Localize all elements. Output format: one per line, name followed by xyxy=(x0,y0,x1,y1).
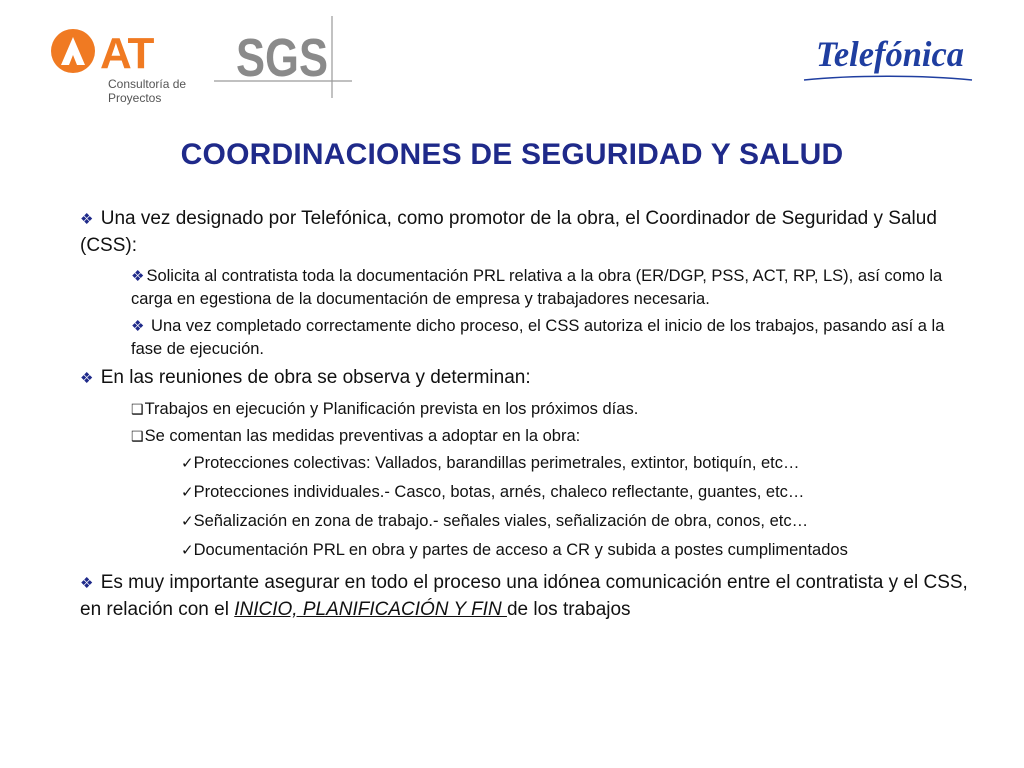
bullet-text: Protecciones individuales.- Casco, botas, arnés, chaleco reflectante, guantes, etc… xyxy=(193,483,805,501)
check-icon: ✓ xyxy=(181,542,194,559)
box-bullet-icon: ❑ xyxy=(131,428,144,444)
bullet-text: Señalización en zona de trabajo.- señales viales, señalización de obra, conos, etc… xyxy=(193,512,809,530)
bullet-communication xyxy=(80,570,980,623)
check-icon: ✓ xyxy=(181,484,194,501)
bullet-text: Trabajos en ejecución y Planificación prevista en los próximos días. xyxy=(144,400,639,418)
check-icon: ✓ xyxy=(181,455,194,472)
sub-bullet-documentation xyxy=(131,265,980,311)
bullet-text: Se comentan las medidas preventivas a adoptar en la obra: xyxy=(144,427,581,445)
sgs-logo-text: SGS xyxy=(236,28,328,88)
check-item-individual-protection xyxy=(181,481,980,504)
diamond-bullet-icon: ❖ xyxy=(80,575,94,592)
bullet-css-designation xyxy=(80,206,980,259)
bullet-site-meetings xyxy=(80,365,980,392)
diamond-bullet-icon: ❖ xyxy=(131,268,145,285)
at-logo-text: AT xyxy=(100,29,154,74)
bullet-text: Solicita al contratista toda la documentación PRL relativa a la obra (ER/DGP, PSS, ACT, RP, LS), así como la carga en egestiona de la documentación de empresa y trabajadores necesaria. xyxy=(131,267,943,308)
box-bullet-icon: ❑ xyxy=(131,401,144,417)
diamond-bullet-icon: ❖ xyxy=(80,211,94,228)
at-logo xyxy=(50,26,200,110)
bullet-text-pre: Es muy importante asegurar en todo el proceso una idónea comunicación entre el contratista y el CSS, en relación con el xyxy=(80,572,968,620)
bullet-text: Protecciones colectivas: Vallados, barandillas perimetrales, extintor, botiquín, etc… xyxy=(193,454,800,472)
sub-bullet-preventive-measures xyxy=(131,425,980,448)
at-logo-subtitle xyxy=(108,77,208,105)
at-subtitle-line1: Consultoría de xyxy=(108,77,187,91)
at-subtitle-line2: Proyectos xyxy=(108,91,162,105)
slide-content xyxy=(80,206,980,629)
at-logo-mark xyxy=(50,28,180,74)
sub-bullet-authorization xyxy=(131,315,980,361)
bullet-text: Una vez designado por Telefónica, como promotor de la obra, el Coordinador de Seguridad y Salud (CSS): xyxy=(80,208,937,256)
check-item-signage xyxy=(181,510,980,533)
sub-bullet-works-planning xyxy=(131,398,980,421)
check-item-collective-protection xyxy=(181,452,980,475)
bullet-text: En las reuniones de obra se observa y determinan: xyxy=(100,367,531,388)
diamond-bullet-icon: ❖ xyxy=(131,318,145,335)
page-title: COORDINACIONES DE SEGURIDAD Y SALUD xyxy=(180,138,844,171)
bullet-text: Una vez completado correctamente dicho proceso, el CSS autoriza el inicio de los trabajos, pasando así a la fase de ejecución. xyxy=(131,317,945,358)
bullet-text-post: de los trabajos xyxy=(506,599,631,620)
telefonica-logo-text: Telefónica xyxy=(816,34,964,74)
sgs-logo xyxy=(214,12,352,98)
check-icon: ✓ xyxy=(181,513,194,530)
diamond-bullet-icon: ❖ xyxy=(80,370,94,387)
telefonica-logo xyxy=(802,28,974,86)
bullet-text-emphasis: INICIO, PLANIFICACIÓN Y FIN xyxy=(234,599,507,620)
check-item-prl-documentation xyxy=(181,539,980,562)
bullet-text: Documentación PRL en obra y partes de acceso a CR y subida a postes cumplimentados xyxy=(193,541,848,559)
